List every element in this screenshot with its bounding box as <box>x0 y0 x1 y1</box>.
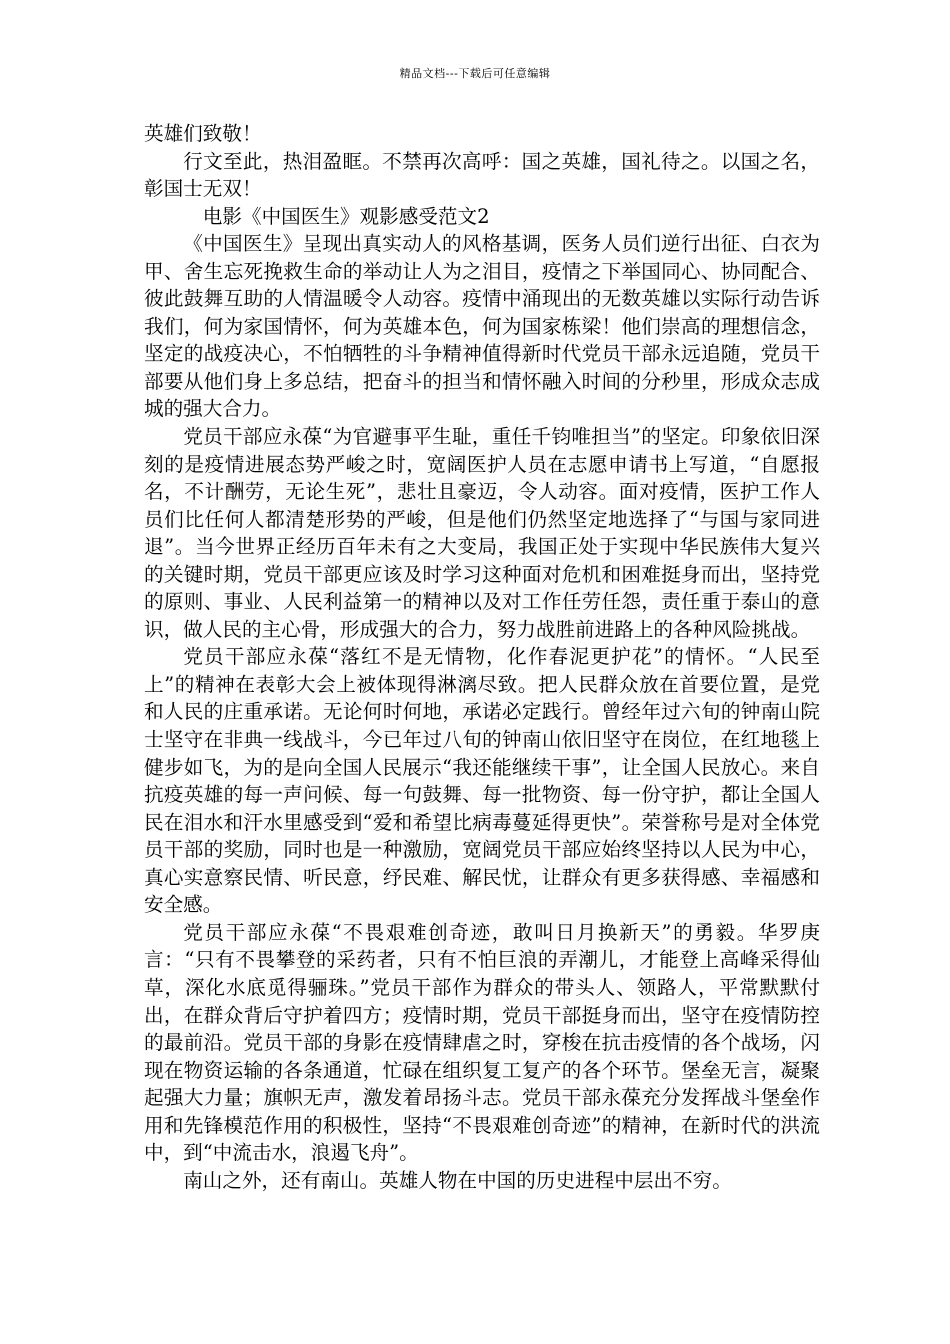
paragraph-final: 南山之外，还有南山。英雄人物在中国的历史进程中层出不穷。 <box>183 1168 732 1192</box>
paragraph-intro: 《中国医生》呈现出真实动人的风格基调，医务人员们逆行出征、白衣为甲、舍生忘死挽救生命的举动让人为之泪目，疫情之下举国同心、协同配合、彼此鼓舞互助的人情温暖令人动容。疫情中涌现出的无数英雄以实际行动告诉我们，何为家国情怀，何为英雄本色，何为国家栋梁！他们崇高的理想信念，坚定的战疫决心，不怕牺牲的斗争精神值得新时代党员干部永远追随，党员干部要从他们身上多总结，把奋斗的担当和情怀融入时间的分秒里，形成众志成城的强大合力。 <box>144 232 820 421</box>
paragraph-point-3: 党员干部应永葆“不畏艰难创奇迹，敢叫日月换新天”的勇毅。华罗庚言：“只有不畏攀登的采药者，只有不怕巨浪的弄潮儿，才能登上高峰采得仙草，深化水底觅得骊珠。”党员干部作为群众的带头人、领路人，平常默默付出，在群众背后守护着四方；疫情时期，党员干部挺身而出，坚守在疫情防控的最前沿。党员干部的身影在疫情肆虐之时，穿梭在抗击疫情的各个战场，闪现在物资运输的各条通道，忙碌在组织复工复产的各个环节。堡垒无言，凝聚起强大力量；旗帜无声，激发着昂扬斗志。党员干部永葆充分发挥战斗堡垒作用和先锋模范作用的积极性，坚持“不畏艰难创奇迹”的精神，在新时代的洪流中，到“中流击水，浪遏飞舟”。 <box>144 920 820 1165</box>
paragraph-closing: 行文至此，热泪盈眶。不禁再次高呼：国之英雄，国礼待之。以国之名，彰国士无双！ <box>144 149 820 201</box>
paragraph-continuation: 英雄们致敬！ <box>144 122 262 145</box>
section-title: 电影《中国医生》观影感受范文2 <box>202 204 490 228</box>
paragraph-point-2: 党员干部应永葆“落红不是无情物，化作春泥更护花”的情怀。“人民至上”的精神在表彰大会上被体现得淋漓尽致。把人民群众放在首要位置，是党和人民的庄重承诺。无论何时何地，承诺必定践行。曾经年过六旬的钟南山院士坚守在非典一线战斗，今已年过八旬的钟南山依旧坚守在岗位，在红地毯上健步如飞，为的是向全国人民展示“我还能继续干事”，让全国人民放心。来自抗疫英雄的每一声问候、每一句鼓舞、每一批物资、每一份守护，都让全国人民在泪水和汗水里感受到“爱和希望比病毒蔓延得更快”。荣誉称号是对全体党员干部的奖励，同时也是一种激励，宽阔党员干部应始终坚持以人民为中心，真心实意察民情、听民意，纾民难、解民忧，让群众有更多获得感、幸福感和安全感。 <box>144 645 820 917</box>
paragraph-point-1: 党员干部应永葆“为官避事平生耻，重任千钧唯担当”的坚定。印象依旧深刻的是疫情进展态势严峻之时，宽阔医护人员在志愿申请书上写道，“自愿报名，不计酬劳，无论生死”，悲壮且豪迈，令人动容。面对疫情，医护工作人员们比任何人都清楚形势的严峻，但是他们仍然坚定地选择了“与国与家同进退”。当今世界正经历百年未有之大变局，我国正处于实现中华民族伟大复兴的关键时期，党员干部更应该及时学习这种面对危机和困难挺身而出，坚持党的原则、事业、人民利益第一的精神以及对工作任劳任怨，责任重于泰山的意识，做人民的主心骨，形成强大的合力，努力战胜前进路上的各种风险挑战。 <box>144 425 820 641</box>
document-body <box>144 120 820 1194</box>
page-header: 精品文档---下载后可任意编辑 <box>399 67 551 80</box>
